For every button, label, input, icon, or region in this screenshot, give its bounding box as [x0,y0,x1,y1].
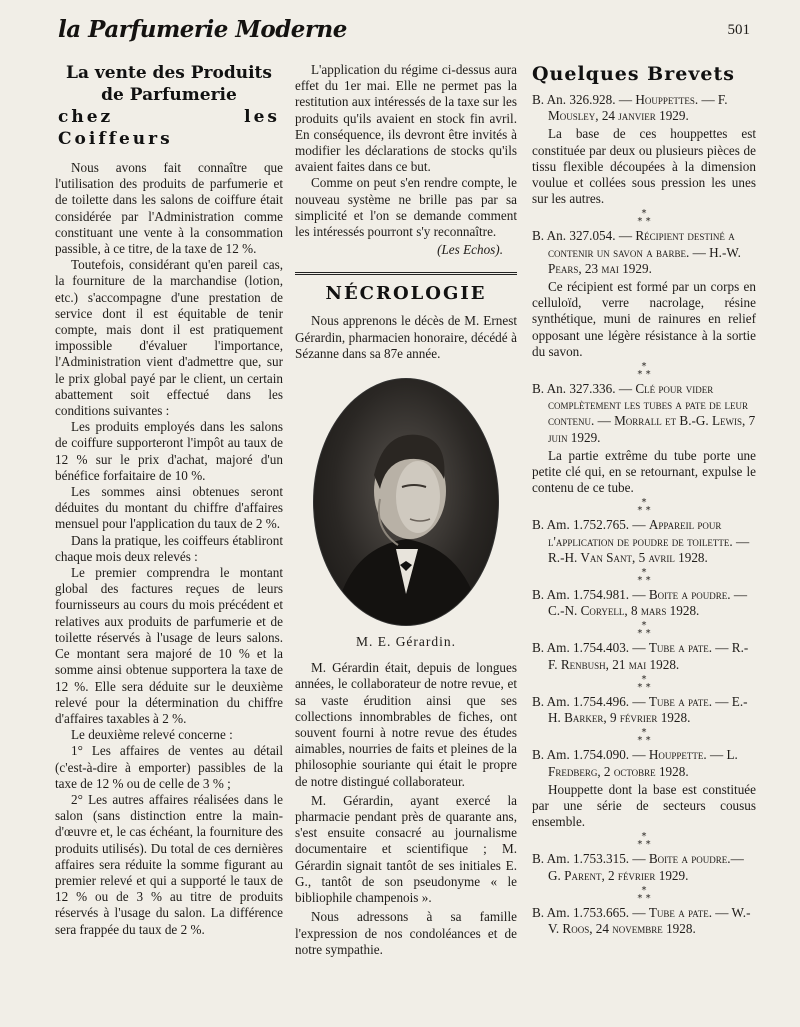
stars-glyph: * * [637,369,651,381]
stars-glyph: * * [637,216,651,228]
brevet-entry [532,517,756,566]
title-line: de Parfumerie [101,85,237,105]
paragraph: M. Gérardin, ayant exercé la pharmacie pendant près de quarante ans, s'est ensuite consacré au journalisme documentaire et scientifique ; M. Gérardin signait tantôt de ses initiales E. G., tantôt de son pseudonyme « le bibliophile champenois ». [295,792,517,906]
brevet-inventor: — R.-F. Renbush, 21 mai 1928. [548,640,749,672]
brevet-description: La base de ces houppettes est constituée par deux ou plusieurs pièces de tissu flexible découpées à la dimension voulue et collées sous pression les unes sur les autres. [532,126,756,207]
brevet-entry [532,92,756,124]
stars-separator [532,833,756,849]
brevets-list [532,92,756,937]
brevet-title: Houppettes. [635,92,699,107]
brevet-number: B. Am. 1.753.665. — [532,904,649,920]
brevet-description: Houppette dont la base est constituée par une série de secteurs cousus ensemble. [532,781,756,830]
stars-glyph: * * [637,735,651,747]
brevet-number: B. An. 327.054. — [532,228,636,244]
brevet-title: Récipient destiné a contenir un savon a barbe. [548,228,735,260]
stars-glyph: * [641,727,647,739]
paragraph: Le premier comprendra le montant global des factures reçues de leurs fournisseurs au cours du mois précédent et relatives aux produits de parfumerie et de toilette réservés à l'usage de leurs salons. Ce montant sera majoré de 10 % et la somme ainsi obtenue supportera la taxe de 12 %. Elle sera déduite sur le deuxième relevé pour la détermination du chiffre d'affaires taxables à 2 %. [55,565,283,726]
paragraph: Les sommes ainsi obtenues seront déduites du montant du chiffre d'affaires mensuel pour l'application du taux de 2 %. [55,484,283,532]
stars-glyph: * [641,884,647,896]
brevet-title: Tube a pate. [648,640,712,656]
necrologie-title: NÉCROLOGIE [325,283,487,305]
brevet-inventor: — L. Fredberg, 2 octobre 1928. [548,747,738,779]
brevet-number: B. Am. 1.754.403. — [532,640,649,656]
brevet-number: B. Am. 1.753.315. — [532,851,649,867]
column-middle [295,62,517,958]
brevet-title: Clé pour vider complètement les tubes a pate de leur contenu. [548,381,748,429]
stars-glyph: * * [637,505,651,517]
brevet-description: Ce récipient est formé par un corps en celluloïd, verre nacrolage, résine synthétique, muni de rainures en relief opposant une légère résistance à la sortie du savon. [532,279,756,359]
stars-glyph: * [641,497,647,509]
brevet-number: B. An. 326.928. — [532,92,636,107]
paragraph: Nous apprenons le décès de M. Ernest Gérardin, pharmacien honoraire, décédé à Sézanne dans sa 87e année. [295,313,517,361]
paragraph: Toutefois, considérant qu'en pareil cas, la fourniture de la marchandise (lotion, etc.) s'accompagne d'une prestation de service dont il est équitable de tenir compte, mais dont il est pratiquement impossible d'évaluer l'importance, l'Administration vient d'admettre que, sur le prix global payé par le client, un certain abattement soit effectué dans les conditions suivantes : [55,257,283,419]
brevet-entry [532,747,756,779]
brevet-title: Tube a pate. [648,904,712,920]
brevet-entry [532,851,756,883]
stars-glyph: * [641,208,647,220]
brevet-entry [532,228,756,277]
stars-glyph: * * [637,575,651,587]
column-brevets [532,62,756,937]
brevet-inventor: — W.-V. Roos, 24 novembre 1928. [548,904,751,936]
stars-separator [532,499,756,515]
brevets-title: Quelques Brevets [532,63,735,85]
stars-glyph: * [641,831,647,843]
stars-glyph: * [641,567,647,579]
stars-glyph: * * [637,892,651,904]
column-coiffeurs [55,62,283,938]
portrait-figure [314,379,498,625]
stars-separator [532,210,756,226]
paragraph: 1° Les affaires de ventes au détail (c'est-à-dire à emporter) passibles de la taxe de 12 % ou de celle de 3 % ; [55,743,283,791]
brevet-number: B. An. 327.336. — [532,381,636,397]
brevet-inventor: — E.-H. Barker, 9 février 1928. [548,693,748,726]
brevet-entry [532,587,756,619]
brevet-description: La partie extrême du tube porte une petite clé qui, en se retournant, expulse le contenu de ce tube. [532,447,756,496]
page-number: 501 [727,22,750,38]
masthead-logo: la Parfumerie Moderne [58,16,347,43]
stars-glyph: * * [637,839,651,851]
paragraph: Le deuxième relevé concerne : [71,727,233,743]
stars-separator [532,363,756,379]
brevet-inventor: — F. Mousley, 24 janvier 1929. [548,92,728,124]
section-divider [295,272,517,275]
title-line: La vente des Produits [66,63,272,83]
paragraph: 2° Les autres affaires réalisées dans le salon (sans distinction entre la main-d'œuvre et, le cas échéant, la fourniture des produits utilisés). Du total de ces dernières affaires sera réduite la somme figurant au premier relevé et qui a supporté le taux de 12 % ou de 3 % au titre de produits réservés à l'usage du salon. La différence sera frappée du taux de 2 %. [55,791,283,937]
brevet-inventor: — H.-W. Pears, 23 mai 1929. [548,244,741,276]
article-title-coiffeurs [55,62,283,150]
brevet-entry [532,905,756,937]
brevet-title: Boite a poudre. [648,851,731,867]
brevet-number: B. Am. 1.754.090. — [532,747,649,763]
paragraph: Nous avons fait connaître que l'utilisation des produits de parfumerie et de toilette dans les salons de coiffure était considérée par l'Administration comme constituant une vente à la consommation passible, à ce titre, de la taxe de 12 %. [55,160,283,257]
stars-separator [532,729,756,745]
stars-separator [532,673,756,693]
brevet-inventor: — Morrall et B.-G. Lewis, 7 juin 1929. [548,413,756,445]
title-line: chez les Coiffeurs [58,107,280,149]
brevet-inventor: — G. Parent, 2 février 1929. [548,851,744,883]
stars-glyph: * [641,620,647,632]
brevet-number: B. Am. 1.754.981. — [532,587,649,603]
stars-glyph: * [641,361,647,373]
stars-separator [532,884,756,904]
brevet-inventor: — C.-N. Coryell, 8 mars 1928. [548,587,748,619]
source-attribution: (Les Echos). [437,242,503,258]
stars-separator [532,622,756,638]
stars-glyph: * [641,673,647,685]
brevet-inventor: — R.-H. Van Sant, 5 avril 1928. [548,533,750,565]
brevet-number: B. Am. 1.754.496. — [532,693,649,709]
stars-separator [532,569,756,585]
stars-glyph: * * [637,681,651,693]
paragraph: M. Gérardin était, depuis de longues années, le collaborateur de notre revue, et sa vaste érudition ainsi que ses collections innombrables de fiches, ont souvent fourni à notre revue des études aimables, nourries de faits et pleines de la philosophie souriante qui était le propre de notre distingué collaborateur. [295,660,517,789]
brevet-title: Houppette. [648,747,707,763]
paragraph: Dans la pratique, les coiffeurs établiront chaque mois deux relevés : [55,532,283,564]
brevet-entry [532,694,756,726]
stars-glyph: * * [637,628,651,640]
portrait-photo [313,378,499,626]
brevet-title: Appareil pour l'application de poudre de toilette. [548,517,733,549]
paragraph: Les produits employés dans les salons de coiffure supporteront l'impôt au taux de 12 % sur le prix d'achat, majoré d'un bénéfice forfaitaire de 10 %. [55,419,283,483]
paragraph: L'application du régime ci-dessus aura effet du 1er mai. Elle ne permet pas la restitution aux intéressés de la taxe sur les produits qu'ils avaient en stock fin avril. En conséquence, ils devront être invités à modifier les déclarations de stocks qu'ils avaient faites dans ce but. [295,62,517,175]
brevet-title: Tube a pate. [648,693,712,709]
brevet-entry [532,381,756,446]
brevet-entry [532,640,756,672]
page-header [58,16,758,50]
paragraph: Nous adressons à sa famille l'expression de nos condoléances et de notre sympathie. [295,909,517,957]
brevet-number: B. Am. 1.752.765. — [532,517,649,533]
paragraph: Comme on peut s'en rendre compte, le nouveau système ne brille pas par sa simplicité et l'on se demande comment les intéressés pourront s'y reconnaître. [295,175,517,240]
brevet-title: Boite a poudre. [648,587,731,603]
portrait-caption: M. E. Gérardin. [355,634,457,650]
